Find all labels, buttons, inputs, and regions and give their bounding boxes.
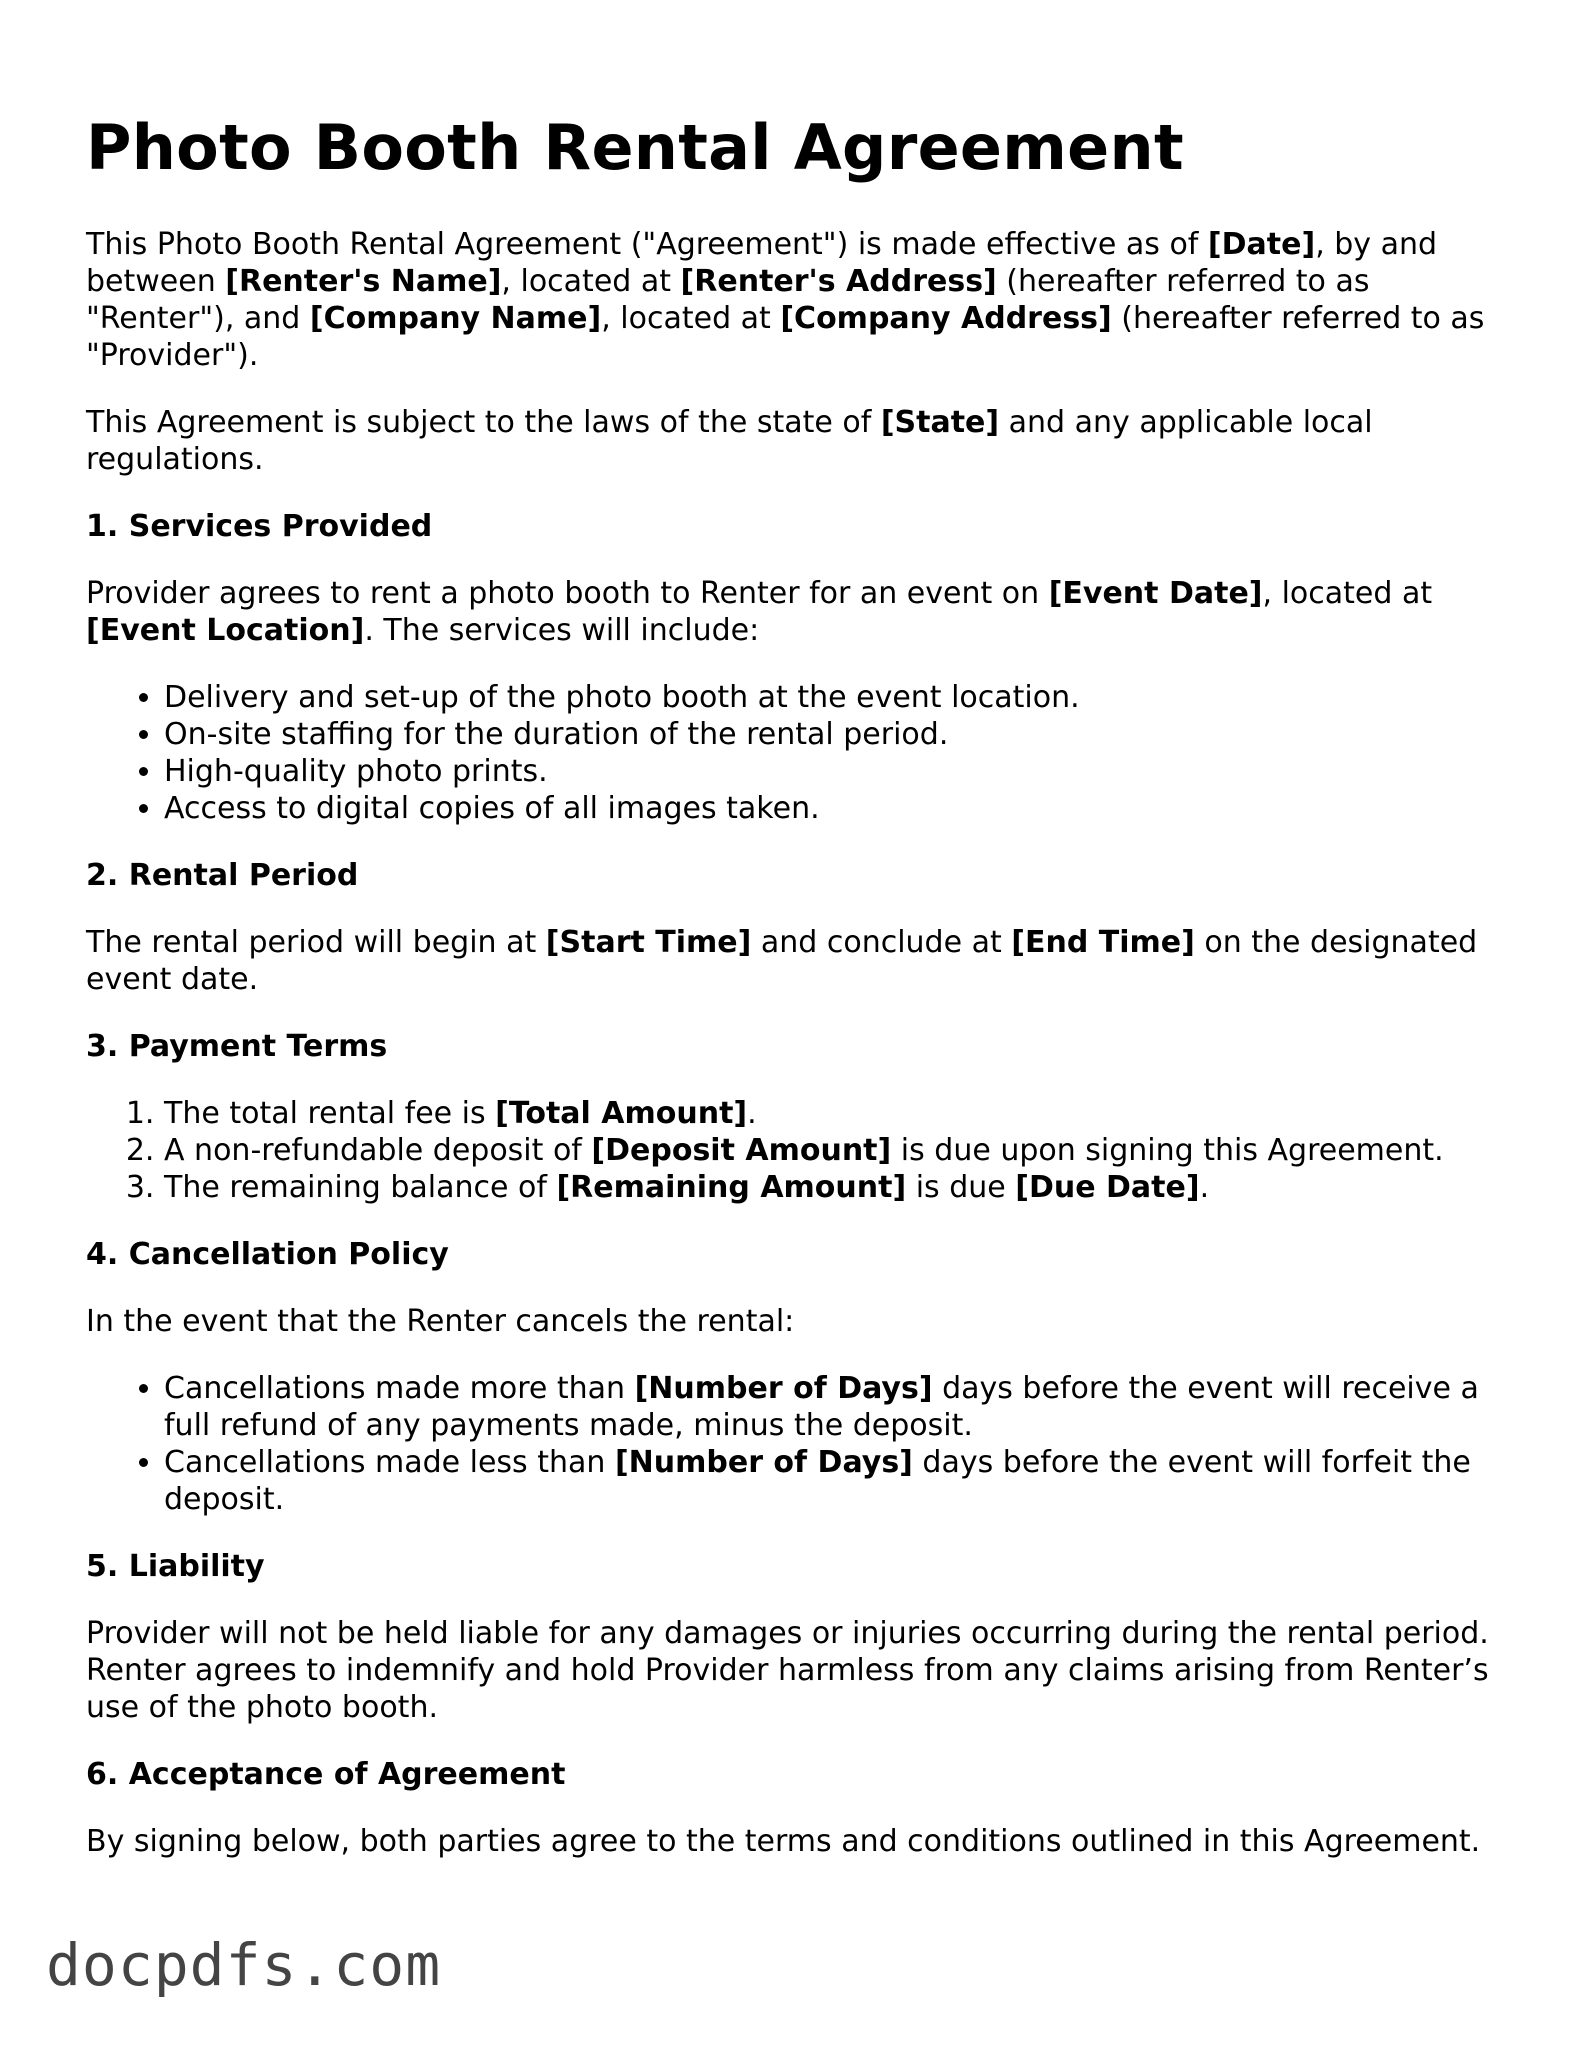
company-address-placeholder: [Company Address] — [780, 301, 1112, 336]
services-text-2: , located at — [1262, 576, 1433, 611]
renter-name-placeholder: [Renter's Name] — [225, 264, 502, 299]
rental-text-1: The rental period will begin at — [86, 925, 546, 960]
start-time-placeholder: [Start Time] — [545, 925, 752, 960]
section-heading-services: 1. Services Provided — [86, 509, 433, 544]
acceptance-paragraph: By signing below, both parties agree to the terms and conditions outlined in this Agreement. — [86, 1824, 1481, 1859]
end-time-placeholder: [End Time] — [1011, 925, 1195, 960]
intro-paragraph — [86, 226, 1496, 374]
cancellation-text: Cancellations made more than — [164, 1371, 635, 1406]
payment-text: The total rental fee is — [164, 1096, 496, 1131]
list-item — [164, 1095, 1496, 1132]
payment-text: is due upon signing this Agreement. — [891, 1133, 1444, 1168]
intro-text-5: , located at — [601, 301, 781, 336]
cancellation-intro: In the event that the Renter cancels the rental: — [86, 1304, 795, 1339]
list-item: • On-site staffing for the duration of the rental period. — [164, 716, 1496, 753]
list-item — [164, 1370, 1496, 1444]
cancellation-text: Cancellations made less than — [164, 1445, 615, 1480]
event-date-placeholder: [Event Date] — [1048, 576, 1263, 611]
number-of-days-placeholder: [Number of Days] — [634, 1371, 933, 1406]
date-placeholder: [Date] — [1207, 227, 1316, 262]
services-list — [86, 679, 1496, 827]
intro-text-4: (hereafter referred to as "Renter"), and — [86, 264, 1370, 336]
event-location-placeholder: [Event Location] — [86, 613, 365, 648]
payment-text: A non-refundable deposit of — [164, 1133, 592, 1168]
intro-text-1: This Photo Booth Rental Agreement ("Agreement") is made effective as of — [86, 227, 1208, 262]
intro-text-6: (hereafter referred to as "Provider"). — [86, 301, 1485, 373]
number-of-days-placeholder: [Number of Days] — [614, 1445, 913, 1480]
liability-paragraph: Provider will not be held liable for any damages or injuries occurring during the rental period. Renter agrees to indemnify and hold Provider harmless from any claims arising from Renter’s use of the photo booth. — [86, 1616, 1489, 1725]
services-text-3: . The services will include: — [364, 613, 760, 648]
services-paragraph — [86, 575, 1496, 649]
section-heading-cancellation: 4. Cancellation Policy — [86, 1237, 449, 1272]
watermark-text: docpdfs.com — [46, 1931, 442, 1999]
deposit-amount-placeholder: [Deposit Amount] — [591, 1133, 892, 1168]
section-heading-liability: 5. Liability — [86, 1549, 265, 1584]
due-date-placeholder: [Due Date] — [1015, 1170, 1200, 1205]
cancellation-list — [86, 1370, 1496, 1518]
remaining-amount-placeholder: [Remaining Amount] — [556, 1170, 907, 1205]
governing-law-paragraph — [86, 404, 1496, 478]
document-page — [86, 108, 1496, 1890]
list-item — [164, 1132, 1496, 1169]
section-heading-rental-period: 2. Rental Period — [86, 858, 359, 893]
cancellation-text: days before the event will forfeit the deposit. — [164, 1445, 1471, 1517]
list-item: • High-quality photo prints. — [164, 753, 1496, 790]
list-item — [164, 1169, 1496, 1206]
section-heading-acceptance: 6. Acceptance of Agreement — [86, 1757, 566, 1792]
payment-terms-list — [86, 1095, 1496, 1206]
payment-text: . — [1199, 1170, 1210, 1205]
law-text-2: and any applicable local regulations. — [86, 405, 1373, 477]
payment-text: . — [747, 1096, 757, 1131]
list-item: • Access to digital copies of all images taken. — [164, 790, 1496, 827]
total-amount-placeholder: [Total Amount] — [495, 1096, 748, 1131]
list-item — [164, 1444, 1496, 1518]
intro-text-2: , by and between — [86, 227, 1438, 299]
cancellation-text: days before the event will receive a full refund of any payments made, minus the deposit. — [164, 1371, 1479, 1443]
rental-text-2: and conclude at — [751, 925, 1012, 960]
intro-text-3: , located at — [501, 264, 681, 299]
renter-address-placeholder: [Renter's Address] — [680, 264, 997, 299]
services-text-1: Provider agrees to rent a photo booth to Renter for an event on — [86, 576, 1049, 611]
document-title: Photo Booth Rental Agreement — [86, 111, 1184, 184]
state-placeholder: [State] — [880, 405, 1000, 440]
list-item: • Delivery and set-up of the photo booth at the event location. — [164, 679, 1496, 716]
payment-text: The remaining balance of — [164, 1170, 557, 1205]
section-heading-payment-terms: 3. Payment Terms — [86, 1029, 388, 1064]
rental-period-paragraph — [86, 924, 1496, 998]
payment-text: is due — [906, 1170, 1016, 1205]
rental-text-3: on the designated event date. — [86, 925, 1478, 997]
company-name-placeholder: [Company Name] — [309, 301, 602, 336]
law-text-1: This Agreement is subject to the laws of the state of — [86, 405, 881, 440]
